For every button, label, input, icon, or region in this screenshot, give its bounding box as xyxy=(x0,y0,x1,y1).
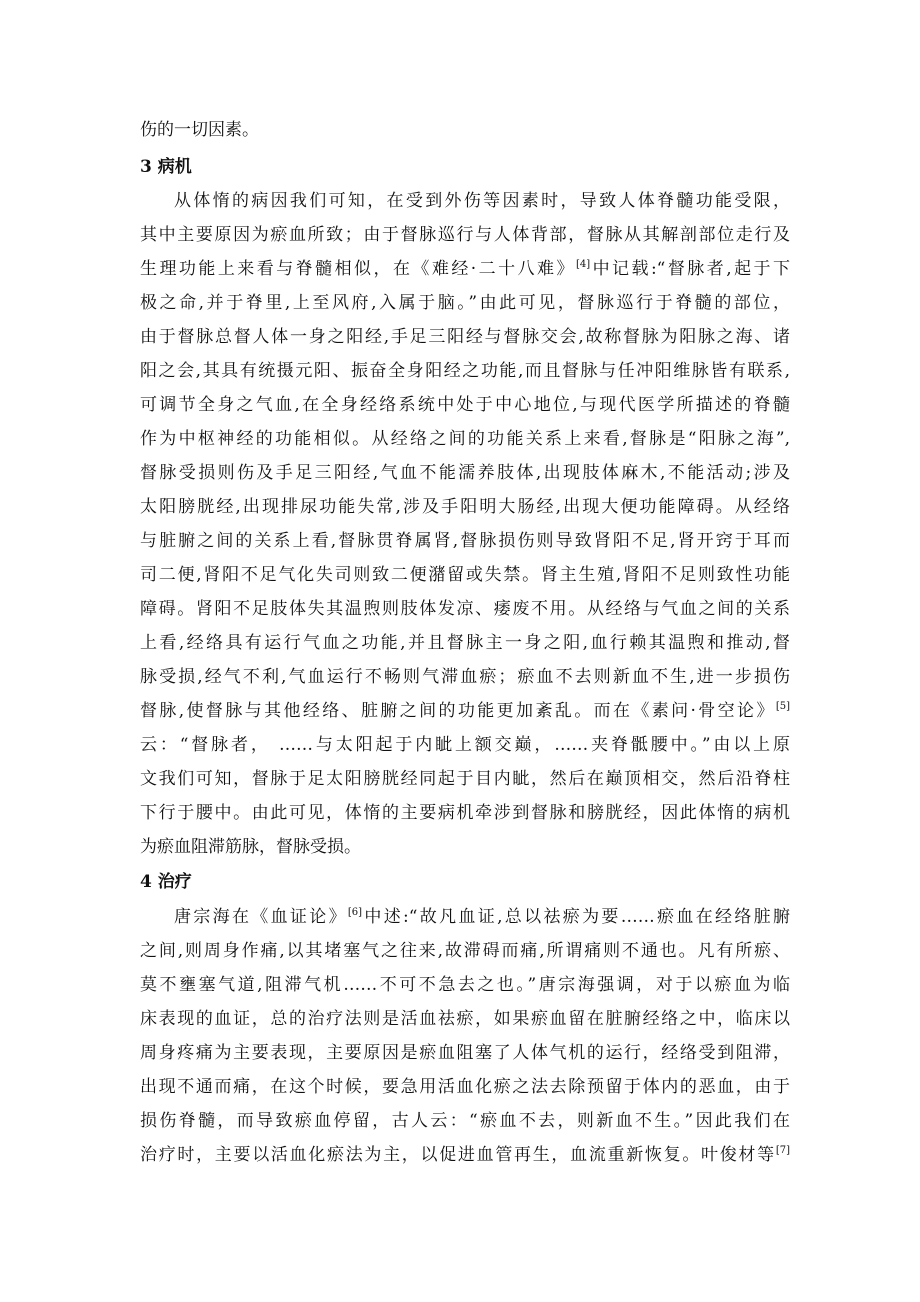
paragraph-line: 上看,经络具有运行气血之功能,并且督脉主一身之阳,血行赖其温煦和推动,督 xyxy=(140,633,790,653)
paragraph-text: 生理功能上来看与脊髓相似，在《难经·二十八难》 xyxy=(140,259,576,279)
section-heading-pathogenesis: 3 病机 xyxy=(140,157,192,177)
paragraph-line: 文我们可知，督脉于足太阳膀胱经同起于目内眦，然后在巅顶相交，然后沿脊柱 xyxy=(140,769,790,789)
paragraph-line: 周身疼痛为主要表现，主要原因是瘀血阻塞了人体气机的运行，经络受到阻滞， xyxy=(140,1043,790,1063)
paragraph-line: 从体惰的病因我们可知，在受到外伤等因素时，导致人体脊髓功能受限， xyxy=(174,191,790,211)
paragraph-line xyxy=(140,256,790,282)
paragraph-line: 为瘀血阻滞筋脉，督脉受损。 xyxy=(140,837,361,857)
paragraph-line xyxy=(174,904,790,930)
paragraph-line: 床表现的血证，总的治疗法则是活血祛瘀，如果瘀血留在脏腑经络之中，临床以 xyxy=(140,1009,790,1029)
paragraph-line: 障碍。肾阳不足肢体失其温煦则肢体发凉、痿废不用。从经络与气血之间的关系 xyxy=(140,599,790,619)
paragraph-line: 极之命,并于脊里,上至风府,入属于脑。”由此可见，督脉巡行于脊髓的部位， xyxy=(140,293,790,313)
paragraph-text: 唐宗海在《血证论》 xyxy=(174,907,348,927)
paragraph-line: 司二便,肾阳不足气化失司则致二便潴留或失禁。肾主生殖,肾阳不足则致性功能 xyxy=(140,565,790,585)
paragraph-line: 云：“督脉者， ……与太阳起于内眦上额交巅，……夹脊骶腰中。”由以上原 xyxy=(140,735,790,755)
continuation-line: 伤的一切因素。 xyxy=(140,120,259,140)
paragraph-line: 督脉受损则伤及手足三阳经,气血不能濡养肢体,出现肢体麻木,不能活动;涉及 xyxy=(140,463,791,483)
paragraph-line: 太阳膀胱经,出现排尿功能失常,涉及手阳明大肠经,出现大便功能障碍。从经络 xyxy=(140,497,790,517)
paragraph-text: 督脉,使督脉与其他经络、脏腑之间的功能更加紊乱。而在《素问·骨空论》 xyxy=(140,701,776,721)
paragraph-line: 其中主要原因为瘀血所致；由于督脉巡行与人体背部，督脉从其解剖部位走行及 xyxy=(140,225,790,245)
paragraph-line: 由于督脉总督人体一身之阳经,手足三阳经与督脉交会,故称督脉为阳脉之海、诸 xyxy=(140,327,790,347)
paragraph-line: 与脏腑之间的关系上看,督脉贯脊属肾,督脉损伤则导致肾阳不足,肾开窍于耳而 xyxy=(140,531,790,551)
citation-ref: [4] xyxy=(575,259,591,270)
paragraph-line: 莫不壅塞气道,阻滞气机……不可不急去之也。”唐宗海强调，对于以瘀血为临 xyxy=(140,975,790,995)
paragraph-line xyxy=(140,1142,790,1168)
paragraph-line: 作为中枢神经的功能相似。从经络之间的功能关系上来看,督脉是“阳脉之海”, xyxy=(140,429,790,449)
paragraph-line: 下行于腰中。由此可见，体惰的主要病机牵涉到督脉和膀胱经，因此体惰的病机 xyxy=(140,803,790,823)
paragraph-line: 出现不通而痛，在这个时候，要急用活血化瘀之法去除预留于体内的恶血，由于 xyxy=(140,1077,790,1097)
paragraph-line xyxy=(140,698,790,724)
paragraph-line: 损伤脊髓，而导致瘀血停留，古人云：“瘀血不去，则新血不生。”因此我们在 xyxy=(140,1111,790,1131)
citation-ref: [7] xyxy=(775,1145,790,1156)
paragraph-line: 可调节全身之气血,在全身经络系统中处于中心地位,与现代医学所描述的脊髓 xyxy=(140,395,790,415)
citation-ref: [5] xyxy=(775,701,790,712)
paragraph-text: 中记载:“督脉者,起于下 xyxy=(590,259,790,279)
paragraph-line: 之间,则周身作痛,以其堵塞气之往来,故滞碍而痛,所谓痛则不通也。凡有所瘀、 xyxy=(140,941,790,961)
citation-ref: [6] xyxy=(347,907,363,918)
section-heading-treatment: 4 治疗 xyxy=(140,872,192,892)
paragraph-text: 中述:“故凡血证,总以祛瘀为要……瘀血在经络脏腑 xyxy=(362,907,790,927)
paragraph-line: 脉受损,经气不利,气血运行不畅则气滞血瘀；瘀血不去则新血不生,进一步损伤 xyxy=(140,667,790,687)
paragraph-text: 治疗时，主要以活血化瘀法为主，以促进血管再生，血流重新恢复。叶俊材等 xyxy=(140,1145,776,1165)
paragraph-line: 阳之会,其具有统摄元阳、振奋全身阳经之功能,而且督脉与任冲阳维脉皆有联系, xyxy=(140,361,790,381)
